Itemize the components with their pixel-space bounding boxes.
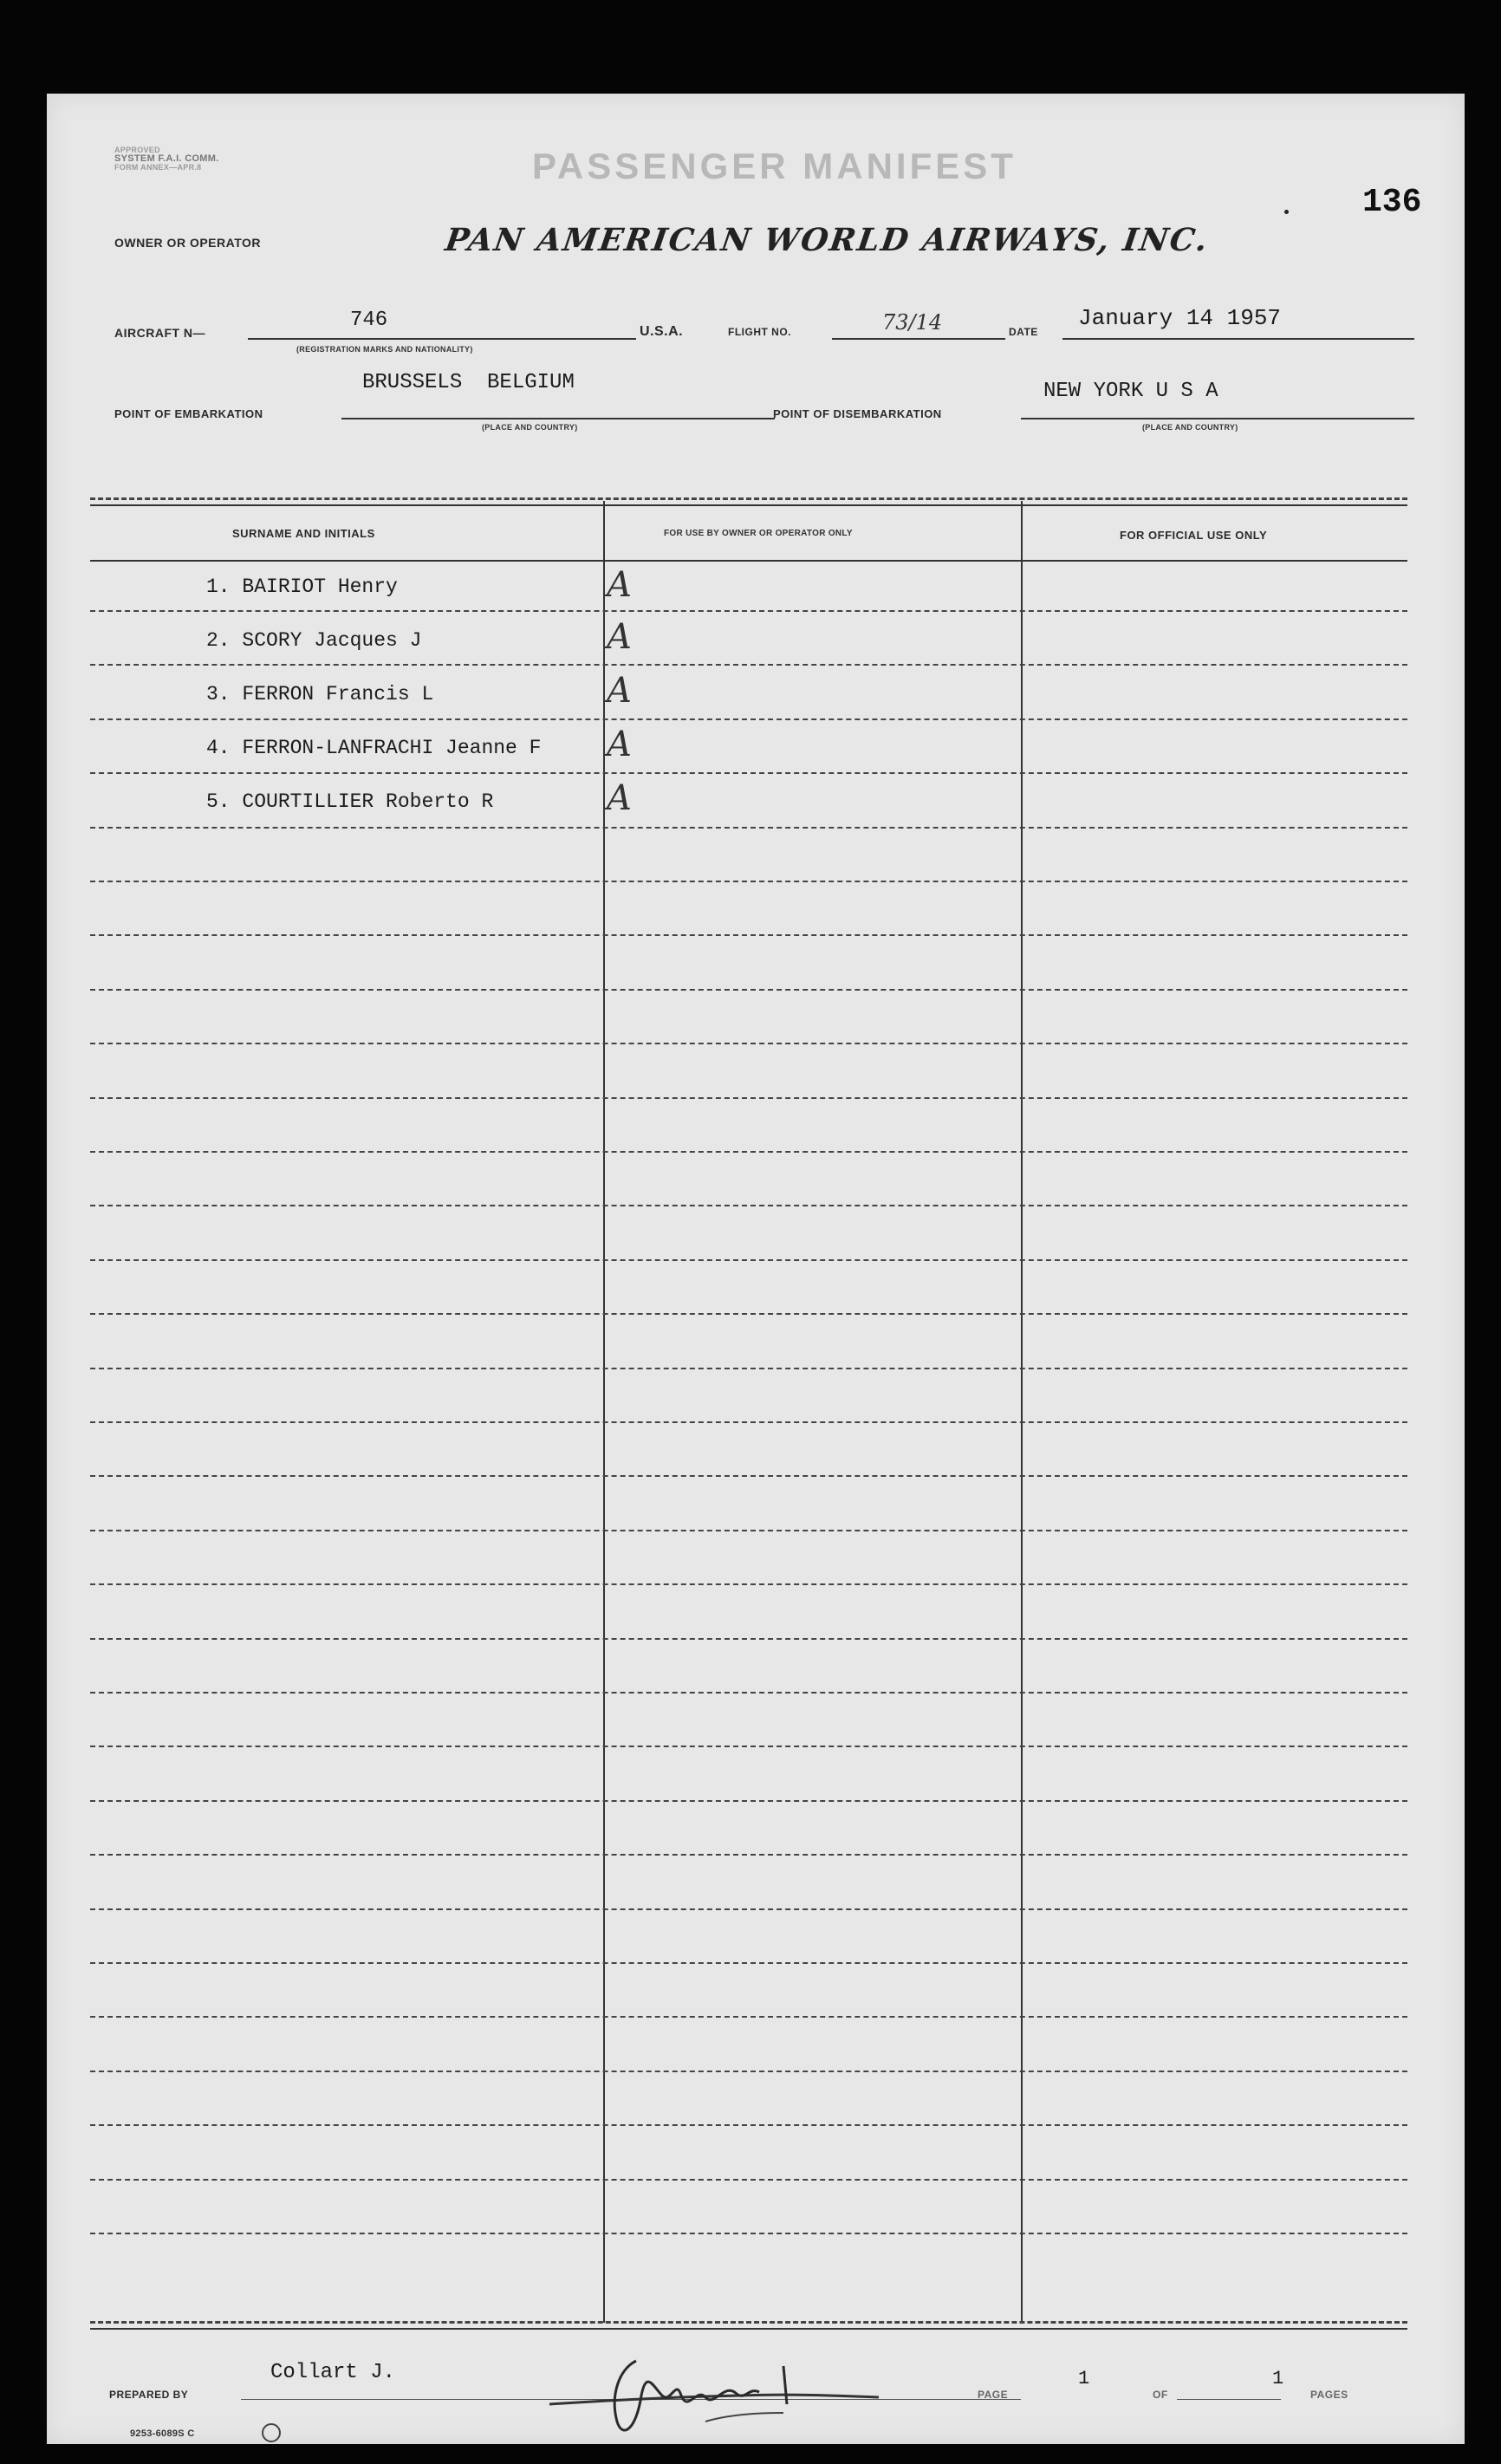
row-rule [90,1908,1407,1910]
manifest-sheet [47,94,1465,2444]
prepared-label: PREPARED BY [109,2389,189,2401]
header-official-use: FOR OFFICIAL USE ONLY [1120,529,1268,542]
passenger-name-4: 4. FERRON-LANFRACHI Jeanne F [206,737,542,759]
row-rule [90,1583,1407,1585]
table-bottom-rule-2 [90,2328,1407,2330]
header-surname: SURNAME AND INITIALS [232,527,375,540]
row-rule [90,664,1407,666]
row-rule [90,1313,1407,1315]
disembark-value: NEW YORK U S A [1043,380,1218,403]
passenger-mark-5: A [607,778,632,818]
row-rule [90,1205,1407,1206]
passenger-mark-2: A [607,617,632,657]
page-label: PAGE [978,2389,1009,2401]
row-rule [90,2124,1407,2126]
approval-stamp-line-3: FORM ANNEX—APR.8 [114,163,202,172]
row-rule [90,610,1407,612]
row-rule [90,718,1407,720]
row-rule [90,2071,1407,2072]
row-rule [90,1746,1407,1747]
row-rule [90,1692,1407,1694]
owner-label: OWNER OR OPERATOR [114,236,261,250]
passenger-name-1: 1. BAIRIOT Henry [206,575,398,598]
approval-stamp [114,146,219,172]
passenger-name-3: 3. FERRON Francis L [206,683,434,705]
row-rule [90,989,1407,991]
flight-label: FLIGHT NO. [728,326,791,338]
form-code: 9253-6089S C [130,2428,195,2439]
signature [532,2344,896,2448]
embark-value: BRUSSELS BELGIUM [362,371,575,394]
date-underline [1062,338,1414,340]
table-bottom-rule [90,2321,1407,2324]
passenger-mark-3: A [607,671,632,711]
row-rule [90,772,1407,774]
passenger-mark-1: A [607,565,632,605]
disembark-underline [1021,418,1414,419]
form-title: PASSENGER MANIFEST [532,146,1017,186]
page-number: 136 [1362,184,1422,221]
header-bottom-rule [90,560,1407,562]
aircraft-label: AIRCRAFT N— [114,326,206,340]
row-rule [90,827,1407,829]
row-rule [90,2016,1407,2018]
passenger-mark-4: A [607,725,632,764]
passenger-name-5: 5. COURTILLIER Roberto R [206,790,494,813]
row-rule [90,1800,1407,1802]
aircraft-caption: (REGISTRATION MARKS AND NATIONALITY) [296,345,473,354]
of-underline [1177,2399,1281,2400]
of-label: OF [1153,2389,1168,2401]
table-top-rule [90,497,1407,500]
embark-label: POINT OF EMBARKATION [114,407,263,420]
row-rule [90,1475,1407,1477]
disembark-caption: (PLACE AND COUNTRY) [1142,423,1238,432]
page-value: 1 [1078,2368,1090,2389]
pages-label: PAGES [1310,2389,1348,2401]
header-owner-use: FOR USE BY OWNER OR OPERATOR ONLY [664,529,853,538]
row-rule [90,2179,1407,2181]
embark-underline [341,418,775,419]
row-rule [90,2233,1407,2234]
dot-mark [1284,210,1289,214]
row-rule [90,1854,1407,1856]
row-rule [90,1530,1407,1531]
row-rule [90,1962,1407,1964]
column-divider-2 [1021,501,1023,2323]
union-bug-icon [262,2423,281,2442]
embark-caption: (PLACE AND COUNTRY) [482,423,578,432]
row-rule [90,934,1407,936]
flight-value: 73/14 [882,310,943,335]
aircraft-underline [248,338,636,340]
aircraft-value: 746 [350,309,388,332]
row-rule [90,1043,1407,1044]
column-divider-1 [603,501,605,2323]
table-top-rule-2 [90,504,1407,506]
row-rule [90,1638,1407,1640]
row-rule [90,881,1407,882]
row-rule [90,1259,1407,1261]
flight-underline [832,338,1005,340]
row-rule [90,1368,1407,1369]
passenger-name-2: 2. SCORY Jacques J [206,629,422,652]
approval-stamp-line-1: APPROVED [114,146,160,154]
approval-stamp-line-2: SYSTEM F.A.I. COMM. [114,153,219,164]
disembark-label: POINT OF DISEMBARKATION [773,407,942,420]
usa-label: U.S.A. [640,324,684,339]
row-rule [90,1097,1407,1099]
owner-value: PAN AMERICAN WORLD AIRWAYS, INC. [443,222,1212,258]
date-label: DATE [1009,326,1038,338]
row-rule [90,1151,1407,1153]
of-value: 1 [1272,2368,1284,2389]
prepared-value: Collart J. [270,2361,396,2384]
row-rule [90,1421,1407,1423]
date-value: January 14 1957 [1078,305,1282,331]
